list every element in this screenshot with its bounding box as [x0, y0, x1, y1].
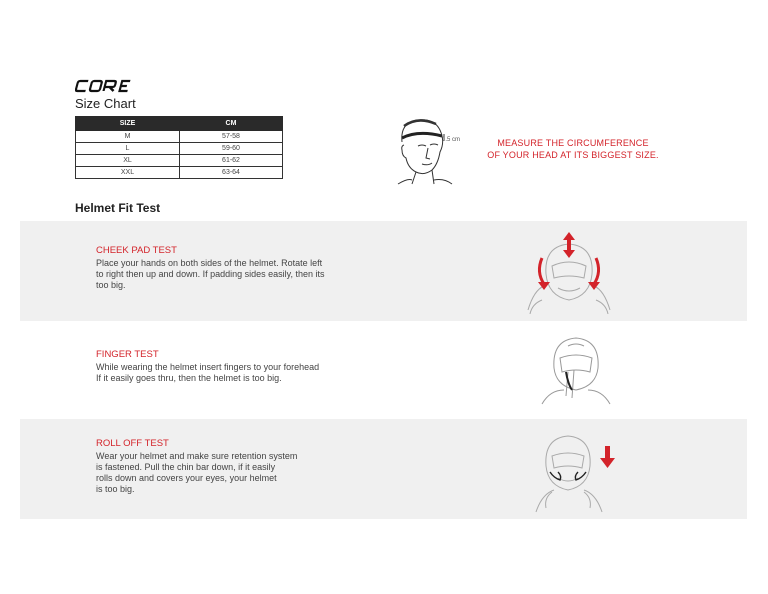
size-cell: M	[76, 131, 180, 143]
cm-column-header: CM	[180, 117, 283, 131]
finger-test-illustration	[538, 332, 614, 406]
measure-instruction	[468, 137, 678, 161]
core-logo	[75, 78, 139, 94]
size-column-header: SIZE	[76, 117, 180, 131]
cm-cell: 57-58	[180, 131, 283, 143]
cm-cell: 63-64	[180, 167, 283, 179]
table-row	[76, 143, 283, 155]
size-chart-title: Size Chart	[75, 96, 136, 111]
head-measure-illustration	[388, 112, 460, 186]
cheek-pad-test-body: Place your hands on both sides of the helmet. Rotate left to right then up and down. If padding sides easily, then its too big.	[96, 258, 325, 290]
size-table-header-row	[76, 117, 283, 131]
finger-test-title: FINGER TEST	[96, 349, 159, 360]
measure-instruction-line1: MEASURE THE CIRCUMFERENCE	[497, 138, 649, 148]
cheek-pad-test-illustration	[524, 230, 614, 314]
size-cell: XL	[76, 155, 180, 167]
size-cell: L	[76, 143, 180, 155]
table-row	[76, 155, 283, 167]
fit-test-title: Helmet Fit Test	[75, 201, 161, 215]
measure-instruction-line2: OF YOUR HEAD AT ITS BIGGEST SIZE.	[487, 150, 659, 160]
table-row	[76, 167, 283, 179]
size-cell: XXL	[76, 167, 180, 179]
roll-off-test-illustration	[532, 428, 622, 514]
cm-cell: 61-62	[180, 155, 283, 167]
roll-off-test-body: Wear your helmet and make sure retention system is fastened. Pull the chin bar down, if it easily rolls down and covers your eyes, your helmet is too big.	[96, 451, 298, 494]
roll-off-test-title: ROLL OFF TEST	[96, 438, 169, 449]
cm-cell: 59-60	[180, 143, 283, 155]
finger-test-body: While wearing the helmet insert fingers to your forehead If it easily goes thru, then the helmet is too big.	[96, 362, 320, 383]
cheek-pad-test-title: CHEEK PAD TEST	[96, 245, 177, 256]
size-chart-table	[75, 116, 283, 179]
measure-cm-label: 1.5 cm	[442, 137, 461, 143]
table-row	[76, 131, 283, 143]
